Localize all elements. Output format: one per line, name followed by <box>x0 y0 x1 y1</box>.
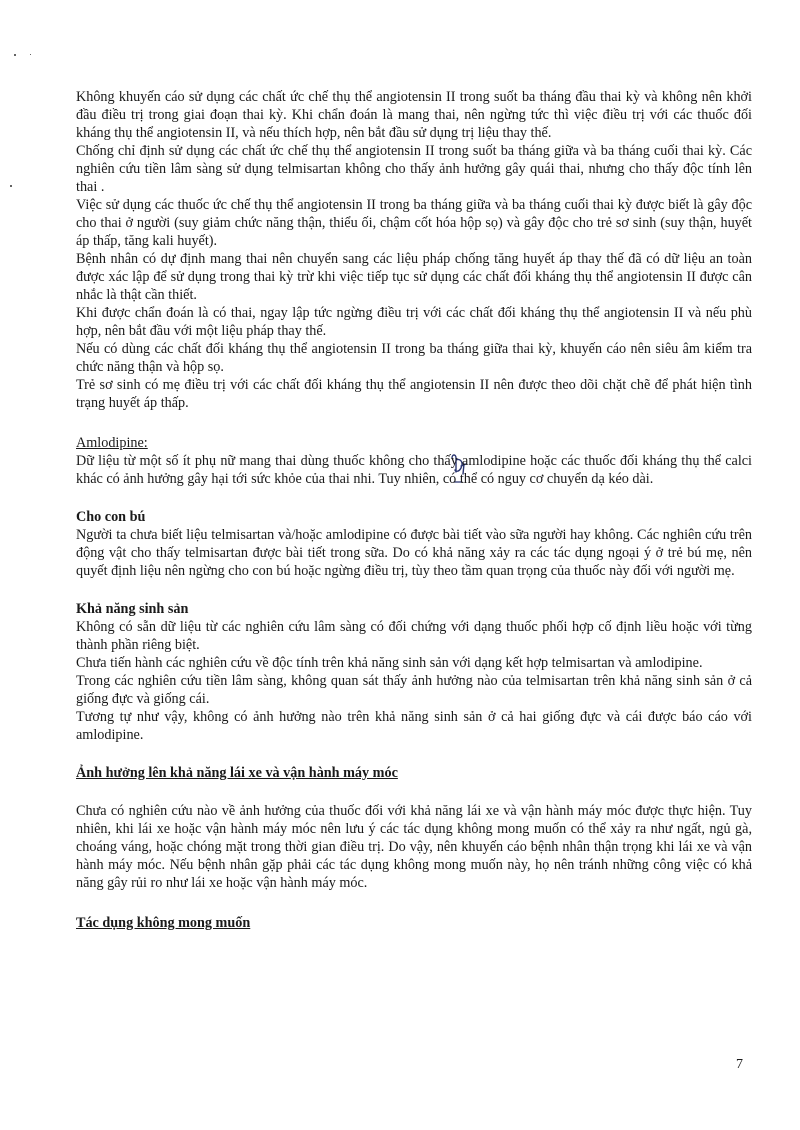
adverse-effects-heading: Tác dụng không mong muốn <box>76 915 251 931</box>
driving-section <box>76 764 752 892</box>
fertility-paragraph: Tương tự như vậy, không có ảnh hưởng nào trên khả năng sinh sản ở cả hai giống đực và cái được báo cáo với amlodipine. <box>76 709 752 743</box>
pregnancy-paragraph: Bệnh nhân có dự định mang thai nên chuyển sang các liệu pháp chống tăng huyết áp thay thế đã có dữ liệu an toàn được xác lập để sử dụng trong thai kỳ trừ khi việc tiếp tục sử dụng các chất đối kháng thụ thể angiotensin II được cân nhắc là thật cần thiết. <box>76 251 752 303</box>
fertility-heading: Khả năng sinh sản <box>76 601 189 617</box>
driving-text: Chưa có nghiên cứu nào về ảnh hưởng của thuốc đối với khả năng lái xe và vận hành máy móc được thực hiện. Tuy nhiên, khi lái xe hoặc vận hành máy móc nên lưu ý các tác dụng không mong muốn có thể xảy ra như ngất, ngủ gà, choáng váng, hoặc chóng mặt trong thời gian điều trị. Do vậy, nên khuyến cáo bệnh nhân thận trọng khi lái xe và vận hành máy móc. Nếu bệnh nhân gặp phải các tác dụng không mong muốn này, họ nên tránh những công việc có khả năng gây rủi ro như lái xe hoặc vận hành máy móc. <box>76 803 752 891</box>
breastfeeding-heading: Cho con bú <box>76 509 146 525</box>
fertility-paragraph: Chưa tiến hành các nghiên cứu về độc tính trên khả năng sinh sản với dạng kết hợp telmisartan và amlodipine. <box>76 655 703 671</box>
scan-speck <box>10 185 12 187</box>
amlodipine-heading: Amlodipine: <box>76 435 148 451</box>
page-number: 7 <box>736 1057 743 1072</box>
pregnancy-paragraph: Trẻ sơ sinh có mẹ điều trị với các chất đối kháng thụ thể angiotensin II nên được theo dõi chặt chẽ để phát hiện tình trạng huyết áp thấp. <box>76 377 752 411</box>
pregnancy-section <box>76 88 752 412</box>
amlodipine-section <box>76 434 752 488</box>
scan-speck <box>30 54 31 55</box>
scan-speck <box>14 54 16 56</box>
pregnancy-paragraph: Việc sử dụng các thuốc ức chế thụ thể angiotensin II trong ba tháng giữa và ba tháng cuối thai kỳ được biết là gây độc cho thai ở người (suy giảm chức năng thận, thiểu ối, chậm cốt hóa hộp sọ) và gây độc cho trẻ sơ sinh (suy thận, huyết áp thấp, tăng kali huyết). <box>76 197 752 249</box>
driving-heading: Ảnh hưởng lên khả năng lái xe và vận hành máy móc <box>76 765 398 781</box>
pregnancy-paragraph: Khi được chẩn đoán là có thai, ngay lập tức ngừng điều trị với các chất đối kháng thụ thể angiotensin II và nếu phù hợp, nên bắt đầu với một liệu pháp thay thế. <box>76 305 752 339</box>
pregnancy-paragraph: Nếu có dùng các chất đối kháng thụ thể angiotensin II trong ba tháng giữa thai kỳ, khuyến cáo nên siêu âm kiểm tra chức năng thận và hộp sọ. <box>76 341 752 375</box>
pregnancy-paragraph: Không khuyến cáo sử dụng các chất ức chế thụ thể angiotensin II trong suốt ba tháng đầu thai kỳ và không nên khởi đầu điều trị trong giai đoạn thai kỳ. Khi chẩn đoán là mang thai, nên ngừng tức thì việc điều trị với các thuốc đối kháng thụ thể angiotensin II, và nếu thích hợp, nên bắt đầu sử dụng trị liệu thay thế. <box>76 89 752 141</box>
fertility-section <box>76 600 752 744</box>
pregnancy-paragraph: Chống chỉ định sử dụng các chất ức chế thụ thể angiotensin II trong suốt ba tháng giữa và ba tháng cuối thai kỳ. Các nghiên cứu tiền lâm sàng sử dụng telmisartan không cho thấy ảnh hưởng gây quái thai, nhưng cho thấy độc tính lên thai . <box>76 143 752 195</box>
breastfeeding-section <box>76 508 752 580</box>
fertility-paragraph: Không có sẵn dữ liệu từ các nghiên cứu lâm sàng có đối chứng với dạng thuốc phối hợp cố định liều hoặc với từng thành phần riêng biệt. <box>76 619 752 653</box>
document-body <box>76 88 752 932</box>
breastfeeding-text: Người ta chưa biết liệu telmisartan và/hoặc amlodipine có được bài tiết vào sữa người hay không. Các nghiên cứu trên động vật cho thấy telmisartan được bài tiết trong sữa. Do có khả năng xảy ra các tác dụng ngoại ý ở trẻ bú mẹ, nên quyết định liệu nên ngừng cho con bú hoặc ngừng điều trị, tùy theo tầm quan trọng của thuốc này đối với người mẹ. <box>76 527 752 579</box>
fertility-paragraph: Trong các nghiên cứu tiền lâm sàng, không quan sát thấy ảnh hưởng nào của telmisartan trên khả năng sinh sản ở cả giống đực và giống cái. <box>76 673 752 707</box>
adverse-effects-section <box>76 914 752 932</box>
amlodipine-text: Dữ liệu từ một số ít phụ nữ mang thai dùng thuốc không cho thấy amlodipine hoặc các thuốc đối kháng thụ thể calci khác có ảnh hưởng gây hại tới sức khỏe của thai nhi. Tuy nhiên, có thể có nguy cơ chuyển dạ kéo dài. <box>76 453 752 487</box>
